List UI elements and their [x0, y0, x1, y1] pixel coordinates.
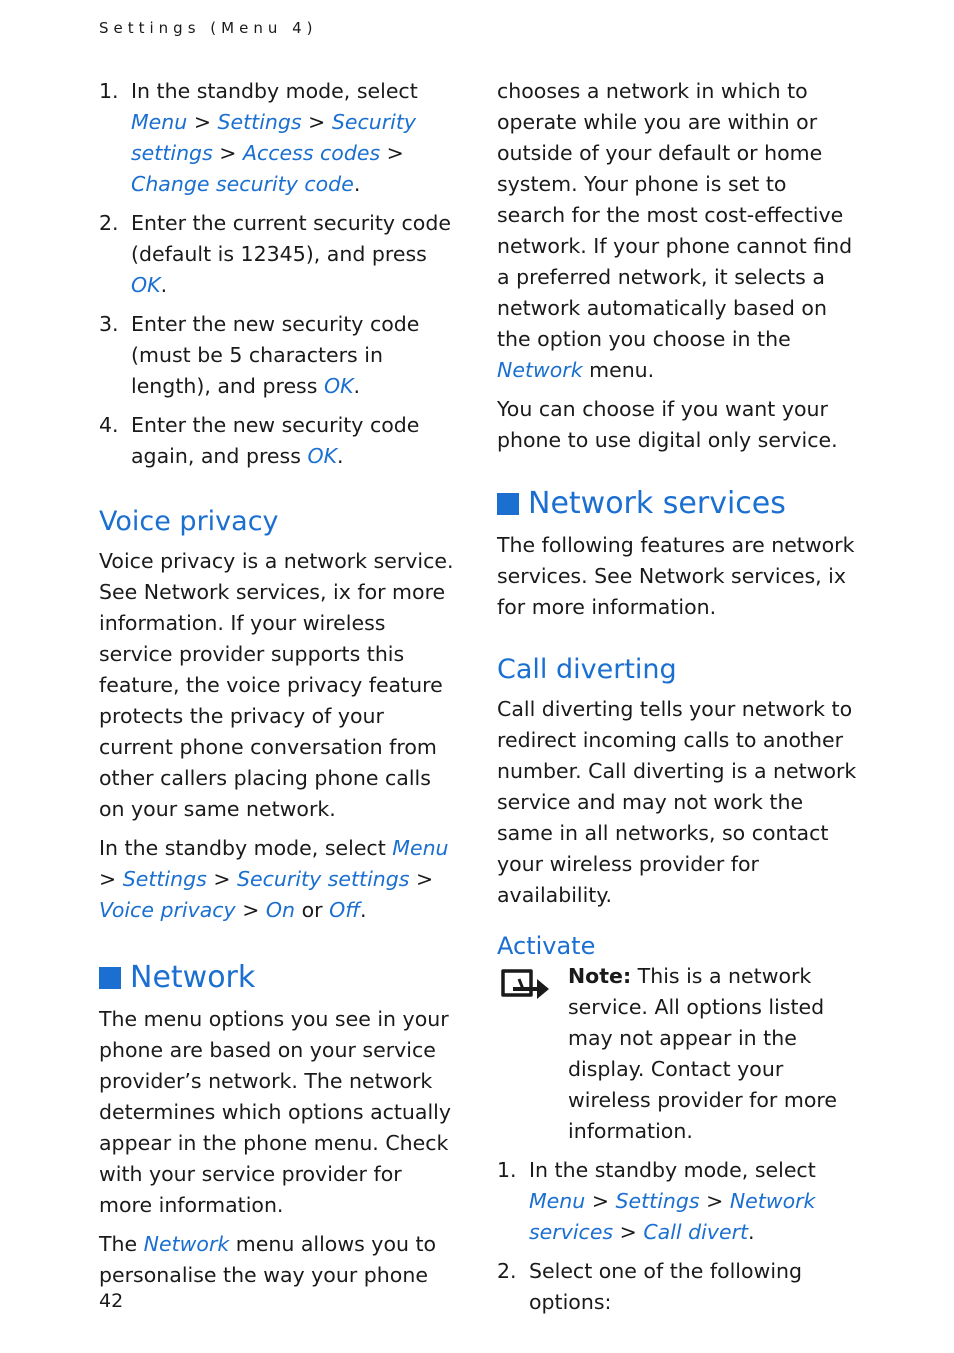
digital-only-text: You can choose if you want your phone to use digital only service.: [497, 397, 838, 452]
ok-link[interactable]: OK: [131, 273, 161, 297]
separator: >: [301, 110, 332, 134]
menu-link[interactable]: Menu: [392, 836, 449, 860]
settings-link[interactable]: Settings: [217, 110, 302, 134]
separator: >: [187, 110, 218, 134]
note-body: This is a network service. All options listed may not appear in the display. Contact your wireless provider for more information.: [568, 964, 837, 1143]
ok-link[interactable]: OK: [307, 444, 338, 468]
period: .: [353, 172, 361, 196]
separator: >: [380, 141, 404, 165]
period: .: [337, 444, 344, 468]
step-item: [99, 76, 459, 200]
separator: >: [206, 867, 238, 891]
ok-link[interactable]: OK: [323, 374, 354, 398]
network-link[interactable]: Network: [143, 1232, 230, 1256]
separator: >: [699, 1189, 730, 1213]
or-text: or: [295, 898, 330, 922]
separator: >: [409, 867, 434, 891]
step-number: 1.: [497, 1158, 517, 1182]
network-services-link[interactable]: Network services: [529, 1189, 816, 1244]
on-link[interactable]: On: [265, 898, 296, 922]
note-icon: [499, 965, 551, 999]
step-number: 2.: [497, 1259, 517, 1283]
call-diverting-heading: Call diverting: [497, 654, 677, 685]
activate-steps: [497, 1155, 859, 1318]
page-number: 42: [99, 1290, 124, 1312]
menu-link[interactable]: Menu: [529, 1189, 586, 1213]
section-square-icon: [497, 493, 519, 515]
path-text: In the standby mode, select: [99, 836, 393, 860]
voice-privacy-body: Voice privacy is a network service. See Network services, ix for more information. If your wireless service provider supports this feature, the voice privacy feature protects the privacy of your current phone conversation from other callers placing phone calls on your same network.: [99, 549, 454, 821]
step-number: 3.: [99, 312, 119, 336]
running-header: Settings (Menu 4): [99, 19, 318, 37]
step-item: [99, 410, 459, 472]
step-text: In the standby mode, select: [131, 79, 418, 103]
menu-link[interactable]: Menu: [131, 110, 188, 134]
security-code-steps: [99, 76, 459, 472]
voice-privacy-heading: Voice privacy: [99, 506, 279, 537]
step-text: In the standby mode, select: [529, 1158, 816, 1182]
separator: >: [99, 867, 123, 891]
step-text: Enter the new security code again, and press: [131, 413, 420, 468]
section-square-icon: [99, 967, 121, 989]
network-services-heading: [497, 486, 859, 522]
separator: >: [585, 1189, 616, 1213]
step-item: [497, 1256, 859, 1318]
period: .: [748, 1220, 755, 1244]
note-box: [497, 961, 859, 1147]
step-text: Select one of the following options:: [529, 1259, 803, 1314]
step-text: Enter the new security code (must be 5 characters in length), and press: [131, 312, 420, 398]
activate-heading: Activate: [497, 932, 596, 960]
continued-text: menu.: [582, 358, 655, 382]
network-services-heading-text: Network services: [528, 486, 786, 521]
intro-text: menu allows you to personalise the way your phone: [99, 1232, 437, 1287]
network-heading: [99, 960, 459, 996]
settings-link[interactable]: Settings: [122, 867, 207, 891]
network-services-body: The following features are network services. See Network services, ix for more information.: [497, 533, 855, 619]
period: .: [160, 273, 168, 297]
step-text: Enter the current security code (default is 12345), and press: [131, 211, 451, 266]
network-link[interactable]: Network: [497, 358, 583, 382]
right-column: [497, 76, 859, 1326]
off-link[interactable]: Off: [329, 898, 361, 922]
network-body: The menu options you see in your phone are based on your service provider’s network. The network determines which options actually appear in the phone menu. Check with your service provider for more information.: [99, 1007, 452, 1217]
settings-link[interactable]: Settings: [615, 1189, 700, 1213]
step-item: [497, 1155, 859, 1248]
call-divert-link[interactable]: Call divert: [643, 1220, 749, 1244]
call-diverting-body: Call diverting tells your network to redirect incoming calls to another number. Call diverting is a network service and may not work the same in all networks, so contact your wireless provider for availability.: [497, 697, 857, 907]
step-number: 4.: [99, 413, 119, 437]
left-column: [99, 76, 459, 1299]
separator: >: [613, 1220, 644, 1244]
step-item: [99, 208, 459, 301]
voice-privacy-path: [99, 833, 459, 926]
separator: >: [235, 898, 266, 922]
network-continued: [497, 76, 859, 386]
note-label: Note:: [568, 964, 632, 988]
access-codes-link[interactable]: Access codes: [242, 141, 381, 165]
period: .: [360, 898, 367, 922]
step-item: [99, 309, 459, 402]
network-intro: [99, 1229, 459, 1291]
step-number: 1.: [99, 79, 119, 103]
security-settings-link[interactable]: Security settings: [237, 867, 410, 891]
period: .: [353, 374, 361, 398]
separator: >: [212, 141, 243, 165]
continued-text: chooses a network in which to operate while you are within or outside of your default or home system. Your phone is set to search for the most cost-effective network. If your phone cannot find a preferred network, it selects a network automatically based on the option you choose in the: [497, 79, 853, 351]
network-heading-text: Network: [130, 960, 256, 995]
step-number: 2.: [99, 211, 119, 235]
intro-text: The: [99, 1232, 144, 1256]
change-security-code-link[interactable]: Change security code: [131, 172, 354, 196]
note-text: [568, 961, 859, 1147]
security-settings-link[interactable]: Security settings: [131, 110, 417, 165]
voice-privacy-link[interactable]: Voice privacy: [99, 898, 236, 922]
